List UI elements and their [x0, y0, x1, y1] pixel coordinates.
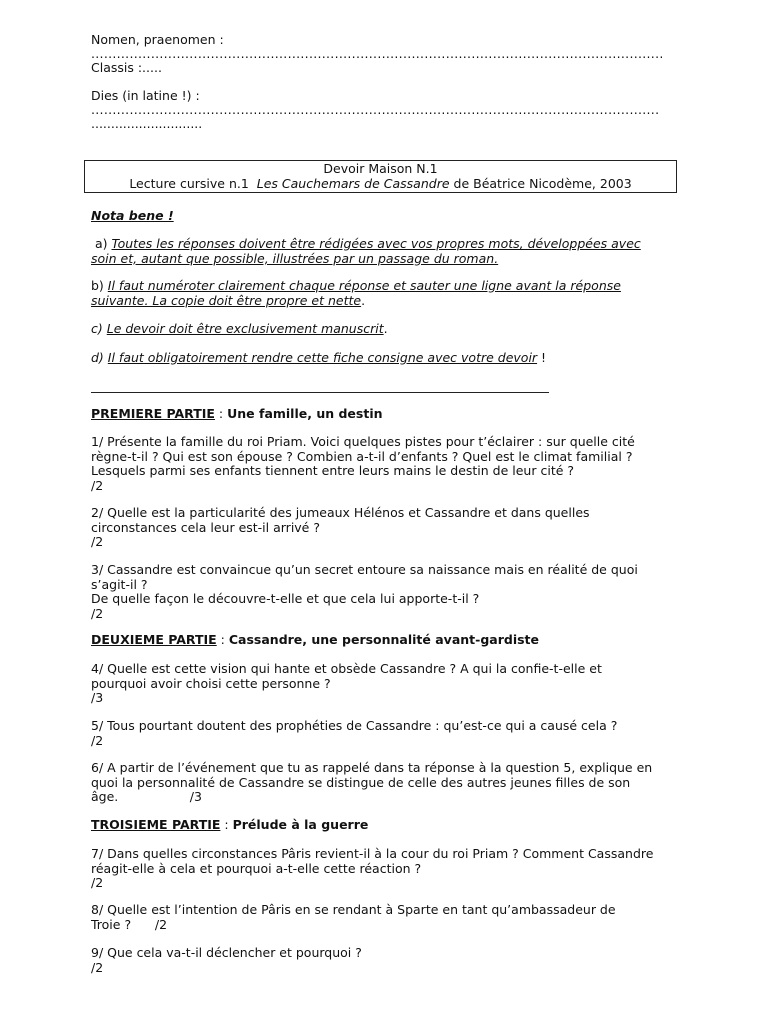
q1-points: /2 — [91, 477, 104, 493]
q8-line: 8/ Quelle est l’intention de Pâris en se rendant à Sparte en tant qu’ambassadeur de — [91, 902, 616, 917]
part-1-sep: : — [214, 406, 228, 421]
q5-points: /2 — [91, 732, 104, 748]
nota-b-prefix: b) — [91, 278, 104, 293]
nota-c-text: Le devoir doit être exclusivement manuscrit — [106, 321, 384, 336]
question-3 — [91, 563, 681, 621]
part-2-title: Cassandre, une personnalité avant-gardiste — [228, 632, 539, 647]
nomen-label: Nomen, praenomen : — [91, 32, 224, 47]
part-2-label: DEUXIEME PARTIE — [91, 632, 217, 647]
q3-line: De quelle façon le découvre-t-elle et que cela lui apporte-t-il ? — [91, 591, 480, 606]
question-6 — [91, 761, 681, 805]
nota-d-prefix: d) — [91, 350, 104, 365]
title-suffix: de Béatrice Nicodème, 2003 — [453, 175, 632, 191]
dies-label: Dies (in latine !) : — [91, 88, 200, 103]
nota-d — [91, 351, 546, 366]
part-3-label: TROISIEME PARTIE — [91, 817, 221, 832]
q5-line: 5/ Tous pourtant doutent des prophéties de Cassandre : qu’est-ce qui a causé cela ? — [91, 718, 618, 733]
q6-line: quoi la personnalité de Cassandre se distingue de celle des autres jeunes filles de son — [91, 774, 631, 790]
question-2 — [91, 506, 681, 550]
title-line-1: Devoir Maison N.1 — [323, 161, 438, 176]
q2-line: 2/ Quelle est la particularité des jumeaux Hélénos et Cassandre et dans quelles — [91, 505, 590, 520]
q4-line: 4/ Quelle est cette vision qui hante et obsède Cassandre ? A qui la confie-t-elle et — [91, 661, 602, 676]
question-9 — [91, 946, 681, 975]
question-7 — [91, 847, 681, 891]
title-prefix: Lecture cursive n.1 — [129, 175, 249, 191]
nota-a — [91, 237, 641, 266]
part-3-heading — [91, 818, 368, 833]
q1-line: Lesquels parmi ses enfants tiennent entre leurs mains le destin de leur cité ? — [91, 463, 575, 478]
nota-c-end: . — [383, 321, 388, 336]
question-5 — [91, 719, 681, 748]
nota-b-end: . — [361, 292, 366, 308]
part-1-title: Une famille, un destin — [227, 406, 383, 421]
nomen-dots: ...................................................................................................................................... — [91, 47, 664, 61]
nota-a-prefix: a) — [94, 236, 108, 251]
q7-line: réagit-elle à cela et pourquoi a-t-elle cette réaction ? — [91, 860, 422, 876]
book-title: Les Cauchemars de Cassandre — [256, 175, 450, 191]
q9-line: 9/ Que cela va-t-il déclencher et pourquoi ? — [91, 945, 362, 960]
part-1-heading — [91, 407, 383, 422]
nota-b-line-1: Il faut numéroter clairement chaque réponse et sauter une ligne avant la réponse — [107, 278, 621, 293]
part-1-label: PREMIERE PARTIE — [91, 406, 215, 421]
dies-dots-1: ..................................................................................................................................... — [91, 103, 660, 117]
title-box — [84, 160, 677, 193]
q3-points: /2 — [91, 605, 104, 621]
nota-c — [91, 322, 388, 337]
nota-a-line-1: Toutes les réponses doivent être rédigées avec vos propres mots, développées avec — [111, 236, 641, 251]
part-2-sep: : — [216, 632, 229, 647]
part-3-title: Prélude à la guerre — [232, 817, 369, 832]
nota-bene-heading: Nota bene ! — [91, 208, 174, 223]
nota-d-text: Il faut obligatoirement rendre cette fiche consigne avec votre devoir — [107, 350, 538, 365]
q6-line: 6/ A partir de l’événement que tu as rappelé dans ta réponse à la question 5, explique en — [91, 760, 653, 775]
question-8 — [91, 903, 681, 932]
q1-line: 1/ Présente la famille du roi Priam. Voici quelques pistes pour t’éclairer : sur quelle cité — [91, 434, 635, 449]
q4-line: pourquoi avoir choisi cette personne ? — [91, 675, 331, 691]
nota-b-line-2: suivante. La copie doit être propre et nette — [91, 292, 362, 308]
question-1 — [91, 435, 681, 493]
part-2-heading — [91, 633, 539, 648]
nota-a-line-2: soin et, autant que possible, illustrées par un passage du roman. — [91, 250, 499, 266]
nota-b — [91, 279, 621, 308]
q2-line: circonstances cela leur est-il arrivé ? — [91, 519, 320, 535]
q7-line: 7/ Dans quelles circonstances Pâris revient-il à la cour du roi Priam ? Comment Cassandre — [91, 846, 654, 861]
q7-points: /2 — [91, 875, 104, 890]
q3-line: 3/ Cassandre est convaincue qu’un secret entoure sa naissance mais en réalité de quoi — [91, 562, 638, 577]
dies-dots-2: ............................ — [91, 116, 203, 131]
part-3-sep: : — [220, 817, 233, 832]
q2-points: /2 — [91, 534, 104, 549]
q3-line: s’agit-il ? — [91, 576, 148, 592]
q8-line-points: Troie ? /2 — [91, 916, 168, 932]
nota-c-prefix: c) — [91, 321, 103, 336]
classis-label: Classis :..... — [91, 60, 162, 75]
title-line-2 — [85, 177, 676, 192]
question-4 — [91, 662, 681, 706]
q1-line: règne-t-il ? Qui est son épouse ? Combien a-t-il d’enfants ? Quel est le climat familial ? — [91, 448, 633, 464]
q6-line-points: âge. /3 — [91, 789, 202, 804]
nota-d-end: ! — [537, 350, 547, 365]
q9-points: /2 — [91, 959, 104, 975]
q4-points: /3 — [91, 690, 104, 705]
separator-rule — [91, 392, 549, 393]
